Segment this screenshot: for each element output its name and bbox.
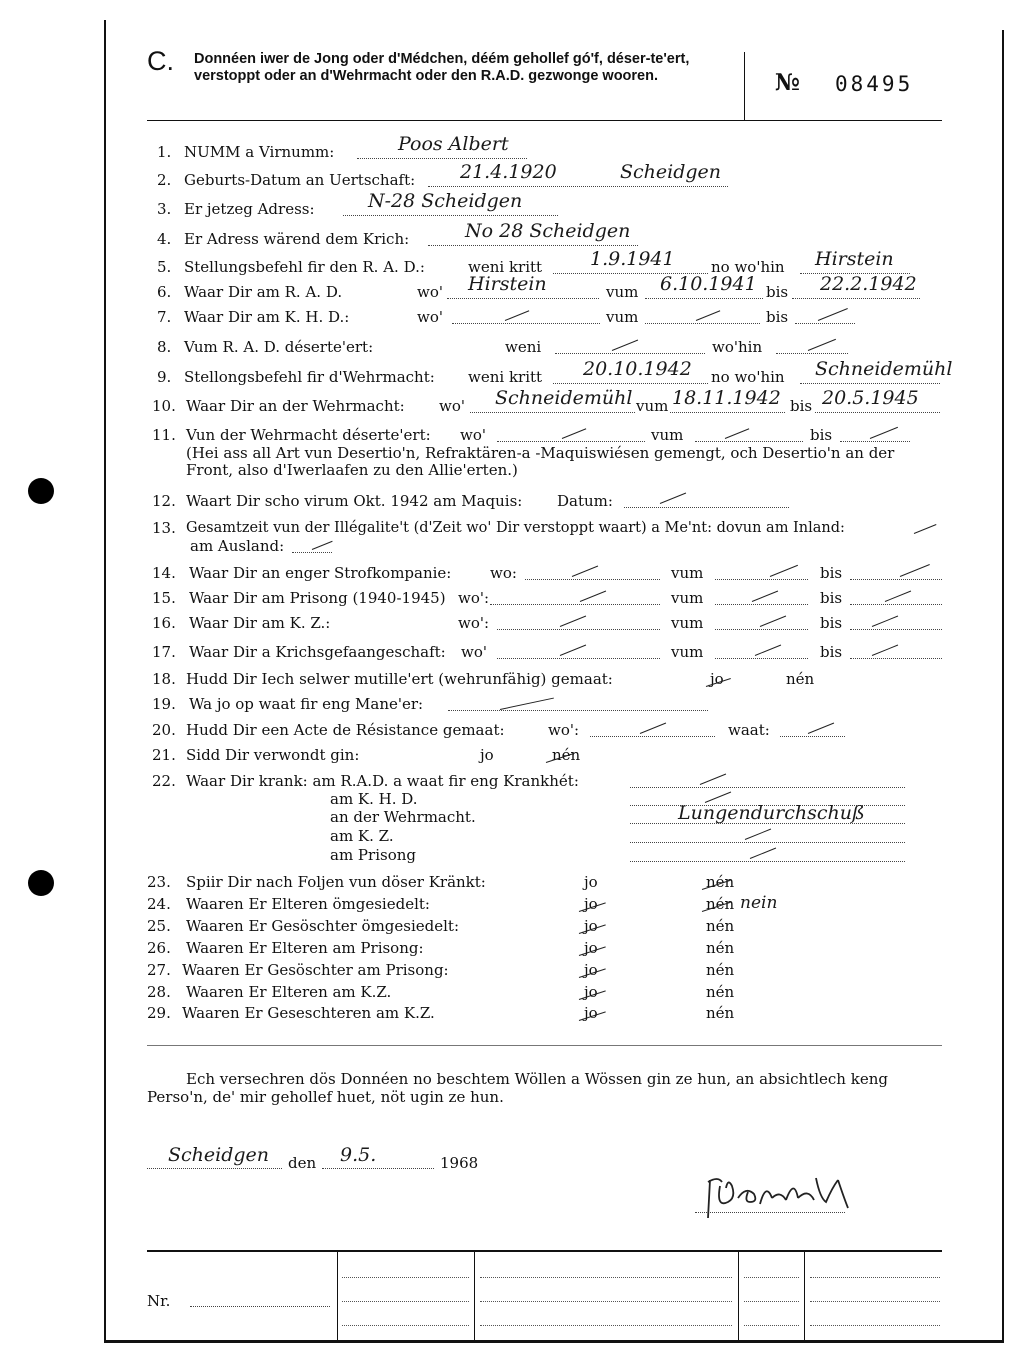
field-2-line [428, 186, 728, 187]
field-24-label: Waaren Er Elteren ömgesiedelt: [186, 895, 430, 913]
field-15-to-dash [885, 591, 911, 602]
field-18-number: 18. [152, 670, 176, 688]
footer-cell-line [810, 1325, 940, 1326]
field-21-label: Sidd Dir verwondt gin: [186, 746, 360, 764]
field-21-jo: jo [480, 746, 494, 764]
signature-icon [698, 1168, 858, 1232]
field-18-jo: jo [710, 670, 724, 688]
field-14-vum: vum [671, 564, 704, 582]
signoff-den: den [288, 1154, 317, 1172]
footer-cell-line [744, 1277, 799, 1278]
field-17-to-dash [872, 645, 898, 656]
field-26-jo: jo [584, 939, 598, 957]
field-23-number: 23. [147, 873, 171, 891]
field-15-label: Waar Dir am Prisong (1940-1945) [189, 589, 446, 607]
signoff-date: 9.5. [340, 1144, 377, 1166]
field-14-to-dash [900, 564, 930, 577]
field-17-place-dash [560, 645, 586, 656]
field-14-from-dash [770, 565, 798, 577]
field-26-label: Waaren Er Elteren am Prisong: [186, 939, 424, 957]
field-14-place-line [525, 579, 660, 580]
field-8-number: 8. [157, 338, 172, 356]
header-divider [744, 52, 745, 120]
field-20-waat-line [780, 736, 845, 737]
field-7-wo: wo' [417, 308, 443, 326]
field-24-handwritten: nein [740, 893, 778, 913]
footer-col-divider-1 [337, 1252, 338, 1342]
field-6-place-line [447, 298, 599, 299]
field-23-label: Spiir Dir nach Foljen vun döser Kränkt: [186, 873, 486, 891]
field-10-from-line [670, 412, 785, 413]
field-6-to: 22.2.1942 [820, 273, 917, 295]
field-3-label: Er jetzeg Adress: [184, 200, 315, 218]
field-17-place-line [497, 658, 660, 659]
field-22-label: Waar Dir krank: am R.A.D. a waat fir eng Krankhét: [186, 772, 579, 790]
field-12-label: Waart Dir scho virum Okt. 1942 am Maquis: [186, 492, 523, 510]
field-14-from-line [715, 579, 808, 580]
field-6-from: 6.10.1941 [660, 273, 757, 295]
field-14-number: 14. [152, 564, 176, 582]
field-7-from-line [645, 323, 760, 324]
field-13-label: Gesamtzeit vun der Illégalite't (d'Zeit wo' Dir verstoppt waart) a Me'nt: dovun am Inland: [186, 520, 845, 536]
field-20-number: 20. [152, 721, 176, 739]
field-10-vum: vum [636, 397, 669, 415]
field-15-wo: wo': [458, 589, 490, 607]
field-5-number: 5. [157, 258, 172, 276]
field-8-weni: weni [505, 338, 542, 356]
field-15-bis: bis [820, 589, 843, 607]
field-14-place-dash [572, 566, 598, 577]
field-8-place-line [776, 353, 848, 354]
field-8-date-dash [612, 340, 638, 351]
field-17-bis: bis [820, 643, 843, 661]
field-9-no: no wo'hin [711, 368, 785, 386]
field-10-place: Schneidemühl [495, 387, 633, 409]
field-6-label: Waar Dir am R. A. D. [184, 283, 343, 301]
footer-nr-label: Nr. [147, 1292, 171, 1310]
field-20-label: Hudd Dir een Acte de Résistance gemaat: [186, 721, 505, 739]
footer-col-divider-2 [474, 1252, 475, 1342]
field-26-nen: nén [706, 939, 735, 957]
frame-right-border [1002, 30, 1004, 1342]
field-16-number: 16. [152, 614, 176, 632]
field-19-line [448, 710, 708, 711]
field-16-label: Waar Dir am K. Z.: [189, 614, 331, 632]
field-9-weni: weni kritt [468, 368, 543, 386]
declaration-line1: Ech versechren dös Donnéen no beschtem Wöllen a Wössen gin ze hun, an absichtlech keng [186, 1070, 888, 1088]
signoff-place: Scheidgen [168, 1144, 270, 1166]
field-7-place-line [452, 323, 600, 324]
field-8-date-line [555, 353, 705, 354]
field-16-place-line [497, 629, 660, 630]
footer-cell-line [480, 1277, 732, 1278]
field-18-label: Hudd Dir Iech selwer mutille'ert (wehrunfähig) gemaat: [186, 670, 613, 688]
field-14-wo: wo: [490, 564, 517, 582]
footer-cell-line [810, 1301, 940, 1302]
field-11-place-dash [562, 428, 586, 439]
footer-cell-line [342, 1325, 469, 1326]
field-13-ausland-dash [312, 541, 333, 550]
field-1-line [357, 158, 527, 159]
field-15-from-dash [752, 591, 778, 602]
field-11-from-line [695, 441, 803, 442]
footer-cell-line [744, 1325, 799, 1326]
field-20-waat-dash [808, 723, 834, 734]
field-17-wo: wo' [461, 643, 487, 661]
field-11-from-dash [725, 428, 749, 439]
field-7-place-dash [505, 310, 529, 321]
field-10-to-line [815, 412, 940, 413]
field-12-number: 12. [152, 492, 176, 510]
field-22-wehr-label: an der Wehrmacht. [330, 808, 476, 826]
field-23-nen: nén [706, 873, 735, 891]
form-title: Donnéen iwer de Jong oder d'Médchen, déém gehollef gó'f, déser-te'ert, verstoppt oder an d'Wehrmacht oder den R.A.D. gezwonge wooren. [194, 51, 690, 84]
punch-hole-icon [28, 870, 54, 896]
field-11-number: 11. [152, 426, 176, 444]
field-15-number: 15. [152, 589, 176, 607]
field-22-prisong-label: am Prisong [330, 846, 416, 864]
field-26-number: 26. [147, 939, 171, 957]
header-rule [147, 120, 942, 121]
field-20-waat: waat: [728, 721, 770, 739]
field-5-place: Hirstein [815, 248, 894, 270]
field-18-nen: nén [786, 670, 815, 688]
field-13-inland-dash [914, 524, 937, 534]
signoff-year: 1968 [440, 1154, 479, 1172]
field-20-place-line [590, 736, 715, 737]
field-4-line [428, 245, 638, 246]
field-27-nen: nén [706, 961, 735, 979]
field-5-no: no wo'hin [711, 258, 785, 276]
field-11-note-line2: Front, also d'Iwerlaafen zu den Allie'erten.) [186, 461, 518, 479]
field-9-label: Stellongsbefehl fir d'Wehrmacht: [184, 368, 435, 386]
field-20-wo: wo': [548, 721, 580, 739]
field-21-number: 21. [152, 746, 176, 764]
field-1-value: Poos Albert [398, 133, 509, 155]
signoff-date-line [322, 1168, 434, 1169]
field-20-place-dash [640, 723, 666, 734]
field-16-from-line [715, 629, 808, 630]
field-29-nen: nén [706, 1004, 735, 1022]
field-25-jo: jo [584, 917, 598, 935]
section-letter: C. [147, 46, 174, 76]
field-22-rad-line [630, 787, 905, 788]
field-5-weni: weni kritt [468, 258, 543, 276]
field-7-bis: bis [766, 308, 789, 326]
field-14-bis: bis [820, 564, 843, 582]
field-25-label: Waaren Er Gesöschter ömgesiedelt: [186, 917, 460, 935]
field-22-number: 22. [152, 772, 176, 790]
field-2-date: 21.4.1920 [460, 161, 557, 183]
field-1-label: NUMM a Virnumm: [184, 143, 335, 161]
footer-cell-line [810, 1277, 940, 1278]
field-7-to-line [795, 323, 855, 324]
field-11-place-line [497, 441, 645, 442]
field-7-vum: vum [606, 308, 639, 326]
field-8-wohin: wo'hin [712, 338, 763, 356]
field-12-line [624, 507, 789, 508]
field-19-label: Wa jo op waat fir eng Mane'er: [189, 695, 424, 713]
field-17-number: 17. [152, 643, 176, 661]
field-2-number: 2. [157, 171, 172, 189]
field-28-number: 28. [147, 983, 171, 1001]
field-11-note-line1: (Hei ass all Art vun Desertio'n, Refraktären-a -Maquiswiésen gemengt, och Desertio'n an der [186, 444, 895, 462]
field-10-to: 20.5.1945 [822, 387, 919, 409]
field-24-jo: jo [584, 895, 598, 913]
footer-col-divider-3 [738, 1252, 739, 1342]
field-22-kz-label: am K. Z. [330, 827, 394, 845]
field-25-nen: nén [706, 917, 735, 935]
field-7-number: 7. [157, 308, 172, 326]
footer-rule [147, 1250, 942, 1252]
footer-cell-line [480, 1301, 732, 1302]
form-number: 08495 [835, 72, 914, 96]
footer-nr-line [190, 1306, 330, 1307]
field-7-to-dash [818, 308, 848, 321]
field-16-vum: vum [671, 614, 704, 632]
field-6-vum: vum [606, 283, 639, 301]
separator-rule [147, 1045, 942, 1046]
field-13-ausland-label: am Ausland: [190, 537, 285, 555]
footer-cell-line [744, 1301, 799, 1302]
field-22-prisong-dash [750, 848, 776, 859]
field-28-nen: nén [706, 983, 735, 1001]
field-13-ausland-line [292, 552, 332, 553]
field-12-datum: Datum: [557, 492, 613, 510]
field-11-to-line [840, 441, 910, 442]
field-28-jo: jo [584, 983, 598, 1001]
field-6-to-line [792, 298, 920, 299]
field-15-to-line [850, 604, 942, 605]
signoff-place-line [147, 1168, 282, 1169]
field-11-label: Vun der Wehrmacht déserte'ert: [186, 426, 431, 444]
field-7-label: Waar Dir am K. H. D.: [184, 308, 350, 326]
field-6-wo: wo' [417, 283, 443, 301]
footer-cell-line [480, 1325, 732, 1326]
field-3-number: 3. [157, 200, 172, 218]
field-10-number: 10. [152, 397, 176, 415]
field-28-label: Waaren Er Elteren am K.Z. [186, 983, 392, 1001]
field-14-label: Waar Dir an enger Strofkompanie: [189, 564, 452, 582]
field-3-line [343, 215, 558, 216]
field-6-number: 6. [157, 283, 172, 301]
field-27-label: Waaren Er Gesöschter am Prisong: [182, 961, 449, 979]
field-11-bis: bis [810, 426, 833, 444]
field-14-to-line [850, 579, 942, 580]
field-15-place-line [490, 604, 660, 605]
field-2-place: Scheidgen [620, 161, 722, 183]
field-10-wo: wo' [439, 397, 465, 415]
footer-cell-line [342, 1301, 469, 1302]
declaration-line2: Perso'n, de' mir gehollef huet, nöt ugin ze hun. [147, 1088, 504, 1106]
field-16-wo: wo': [458, 614, 490, 632]
field-10-from: 18.11.1942 [672, 387, 781, 409]
field-8-place-dash [808, 339, 836, 351]
field-27-number: 27. [147, 961, 171, 979]
field-27-jo: jo [584, 961, 598, 979]
footer-cell-line [342, 1277, 469, 1278]
field-16-to-dash [872, 616, 898, 627]
field-24-number: 24. [147, 895, 171, 913]
field-16-to-line [850, 629, 942, 630]
field-9-date-line [553, 383, 708, 384]
field-5-label: Stellungsbefehl fir den R. A. D.: [184, 258, 425, 276]
field-6-from-line [645, 298, 763, 299]
field-25-number: 25. [147, 917, 171, 935]
field-5-date: 1.9.1941 [590, 248, 675, 270]
field-16-from-dash [760, 616, 786, 627]
footer-col-divider-4 [804, 1252, 805, 1342]
field-11-vum: vum [651, 426, 684, 444]
field-3-value: N-28 Scheidgen [368, 190, 523, 212]
field-11-wo: wo' [460, 426, 486, 444]
field-16-place-dash [560, 616, 586, 627]
field-6-bis: bis [766, 283, 789, 301]
field-22-kz-dash [745, 829, 771, 840]
field-22-kz-line [630, 842, 905, 843]
field-24-nen: nén [706, 895, 735, 913]
field-22-khd-label: am K. H. D. [330, 790, 418, 808]
field-9-place: Schneidemühl [815, 358, 953, 380]
field-9-place-line [800, 383, 940, 384]
field-29-jo: jo [584, 1004, 598, 1022]
field-17-to-line [850, 658, 942, 659]
field-4-label: Er Adress wärend dem Krich: [184, 230, 410, 248]
field-2-label: Geburts-Datum an Uertschaft: [184, 171, 416, 189]
field-10-bis: bis [790, 397, 813, 415]
field-9-date: 20.10.1942 [583, 358, 692, 380]
field-8-label: Vum R. A. D. déserte'ert: [184, 338, 374, 356]
field-6-place: Hirstein [468, 273, 547, 295]
field-4-value: No 28 Scheidgen [465, 220, 631, 242]
field-17-label: Waar Dir a Krichsgefaangeschaft: [189, 643, 446, 661]
field-9-number: 9. [157, 368, 172, 386]
field-17-from-line [715, 658, 808, 659]
field-12-dash [660, 493, 686, 504]
field-15-from-line [715, 604, 808, 605]
field-22-wehr-value: Lungendurchschuß [678, 802, 865, 824]
field-29-label: Waaren Er Geseschteren am K.Z. [182, 1004, 435, 1022]
field-7-from-dash [696, 310, 720, 321]
field-22-prisong-line [630, 861, 905, 862]
field-22-rad-dash [700, 774, 726, 785]
number-sign: № [775, 69, 800, 96]
field-1-number: 1. [157, 143, 172, 161]
field-4-number: 4. [157, 230, 172, 248]
field-19-dash [500, 698, 554, 710]
field-11-to-dash [870, 427, 898, 439]
field-17-from-dash [755, 645, 781, 656]
field-15-vum: vum [671, 589, 704, 607]
field-17-vum: vum [671, 643, 704, 661]
field-16-bis: bis [820, 614, 843, 632]
field-29-number: 29. [147, 1004, 171, 1022]
field-23-jo: jo [584, 873, 598, 891]
field-10-label: Waar Dir an der Wehrmacht: [186, 397, 405, 415]
field-21-nen: nén [552, 746, 581, 764]
punch-hole-icon [28, 478, 54, 504]
frame-bottom-border [104, 1340, 1004, 1343]
frame-left-border [104, 20, 106, 1342]
field-15-place-dash [580, 591, 606, 602]
field-19-number: 19. [152, 695, 176, 713]
field-10-place-line [470, 412, 635, 413]
field-13-number: 13. [152, 519, 176, 537]
